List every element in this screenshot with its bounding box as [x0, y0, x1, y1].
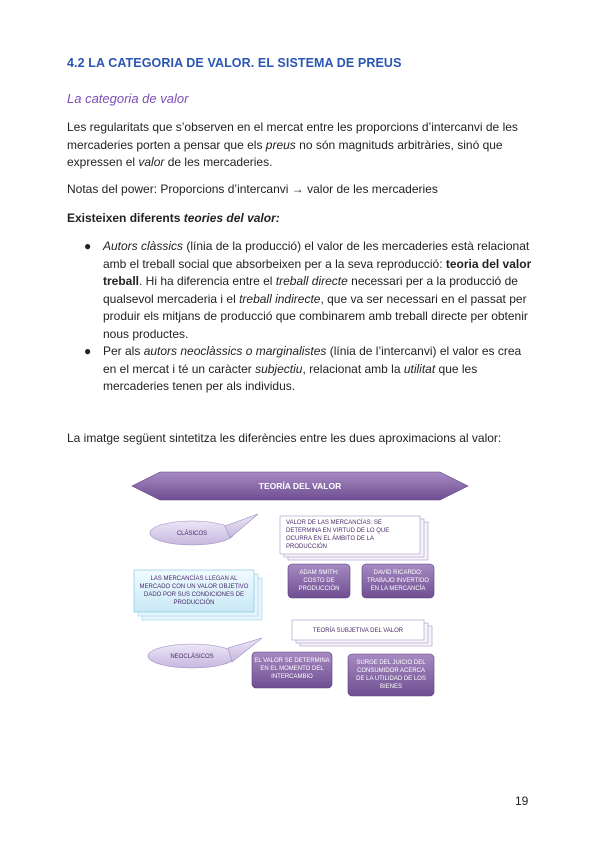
svg-text:CLÁSICOS: CLÁSICOS — [176, 531, 208, 537]
valor-line: VALOR DE LAS MERCANCÍAS: SE — [286, 520, 382, 526]
svg-text:TEORÍA SUBJETIVA DEL VALOR: TEORÍA SUBJETIVA DEL VALOR — [312, 628, 404, 634]
list-item: ● Per als autors neoclàssics o marginalistes (línia de l’intercanvi) el valor es crea en el mercat i té un caràcter subjectiu, relacionat amb la utilitat que les mercaderies tenen per als individus. — [84, 344, 522, 393]
svg-text:ADAM SMITH:: ADAM SMITH: — [299, 570, 339, 576]
svg-text:INTERCAMBIO: INTERCAMBIO — [271, 674, 313, 680]
svg-text:LAS MERCANCÍAS LLEGAN AL: LAS MERCANCÍAS LLEGAN AL — [150, 576, 238, 582]
image-intro: La imatge següent sintetitza les diferències entre les dues aproximacions al valor: — [67, 431, 502, 445]
clasicos-callout — [150, 514, 258, 545]
intro-paragraph: Les regularitats que s’observen en el mercat entre les proporcions d’intercanvi de les mercaderies porten a pensar que els preus no són magnituds arbitràries, sinó que expressen el valor de les mercaderies. — [67, 120, 518, 169]
svg-text:EN EL MOMENTO DEL: EN EL MOMENTO DEL — [260, 666, 324, 672]
svg-text:DADO POR SUS CONDICIONES DE: DADO POR SUS CONDICIONES DE — [143, 592, 245, 598]
svg-text:MERCADO CON UN VALOR OBJETIVO: MERCADO CON UN VALOR OBJETIVO — [139, 584, 249, 590]
valor-line: DETERMINA EN VIRTUD DE LO QUE — [286, 528, 390, 534]
svg-text:SURGE DEL JUICIO DEL: SURGE DEL JUICIO DEL — [356, 660, 426, 666]
svg-text:PRODUCCIÓN: PRODUCCIÓN — [298, 586, 340, 592]
theories-intro: Existeixen diferents teories del valor: — [67, 211, 280, 225]
diagram-title: TEORÍA DEL VALOR — [258, 481, 342, 491]
svg-text:EN LA MERCANCÍA: EN LA MERCANCÍA — [370, 586, 426, 592]
svg-text:CONSUMIDOR ACERCA: CONSUMIDOR ACERCA — [356, 668, 426, 674]
list-item: ● Autors clàssics (línia de la producció) el valor de les mercaderies està relacionat amb el treball social que absorbeixen per a la seva reproducció: teoria del valor treball. Hi ha diferencia entre el treball directe necessari per a la producció de qualsevol mercaderia i el treball indirecte, que va ser necessari en el passat per produir els mitjans de producció que combinarem amb treball directe per obtenir nous productes. — [84, 239, 532, 341]
svg-text:BIENES: BIENES — [379, 684, 403, 690]
neoclasicos-callout — [148, 638, 262, 668]
svg-text:PRODUCCIÓN: PRODUCCIÓN — [173, 600, 215, 606]
surge-juicio-box — [348, 654, 434, 696]
svg-text:COSTO DE: COSTO DE — [303, 578, 335, 584]
valor-se-determina-box — [252, 652, 332, 688]
valor-line: OCURRA EN EL ÁMBITO DE LA — [286, 536, 375, 542]
svg-text:NEOCLÁSICOS: NEOCLÁSICOS — [170, 654, 214, 660]
notes-line: Notas del power: Proporcions d’intercanvi → valor de les mercaderies — [67, 182, 438, 196]
svg-text:EL VALOR SE DETERMINA: EL VALOR SE DETERMINA — [254, 658, 330, 664]
david-ricardo-box — [362, 564, 434, 598]
valor-mercancias-box — [280, 516, 428, 560]
valor-line: PRODUCCIÓN — [286, 544, 328, 550]
adam-smith-box — [288, 564, 350, 598]
page-number: 19 — [515, 794, 529, 808]
teoria-subjetiva-box — [292, 620, 432, 646]
section-heading: 4.2 LA CATEGORIA DE VALOR. EL SISTEMA DE PREUS — [67, 56, 402, 70]
mercancias-llegan-box — [134, 570, 262, 620]
svg-text:DE LA UTILIDAD DE LOS: DE LA UTILIDAD DE LOS — [356, 676, 426, 682]
svg-text:TRABAJO INVERTIDO: TRABAJO INVERTIDO — [367, 578, 429, 584]
value-theory-diagram — [130, 468, 470, 700]
theories-list — [82, 238, 532, 396]
subsection-heading: La categoria de valor — [67, 91, 189, 106]
svg-text:DAVID RICARDO:: DAVID RICARDO: — [373, 570, 423, 576]
